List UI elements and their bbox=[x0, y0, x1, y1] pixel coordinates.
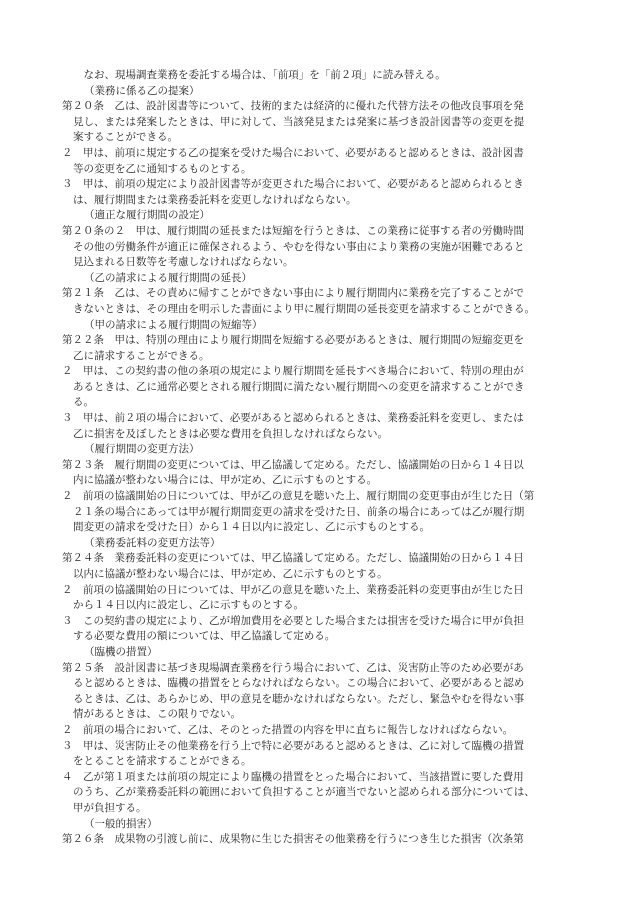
text-line: ２１条の場合にあっては甲が履行期間変更の請求を受けた日、前条の場合にあっては乙が履行期 bbox=[73, 505, 525, 518]
text-line: ３ 甲は、災害防止その他業務を行う上で特に必要があると認めるときは、乙に対して臨機の措置 bbox=[62, 739, 524, 752]
text-line: ４ 乙が第１項または前項の規定により臨機の措置をとった場合において、当該措置に要した費用 bbox=[62, 770, 524, 783]
text-line: 第２３条 履行期間の変更については、甲乙協議して定める。ただし、協議開始の日から１４日以 bbox=[62, 458, 524, 471]
article-heading: （業務に係る乙の提案） bbox=[84, 84, 200, 97]
text-line: 第２２条 甲は、特別の理由により履行期間を短縮する必要があるときは、履行期間の短縮変更を bbox=[62, 334, 524, 347]
text-line: 第２０条 乙は、設計図書等について、技術的または経済的に優れた代替方法その他改良事項を発 bbox=[62, 100, 524, 113]
text-line: をとることを請求することができる。 bbox=[73, 755, 252, 768]
text-line: は、履行期間または業務委託料を変更しなければならない。 bbox=[73, 193, 357, 206]
text-line: る。 bbox=[73, 396, 94, 409]
article-heading: （業務委託料の変更方法等） bbox=[84, 536, 221, 549]
text-line: なお、現場調査業務を委託する場合は、「前項」を「前２項」に読み替える。 bbox=[73, 69, 446, 81]
text-line: るときは、乙は、あらかじめ、甲の意見を聴かなければならない。ただし、緊急やむを得ない事 bbox=[73, 692, 525, 705]
text-line: 以内に協議が整わない場合には、甲が定め、乙に示すものとする。 bbox=[73, 568, 388, 580]
text-line: のうち、乙が業務委託料の範囲において負担することが適当でないと認められる部分については、 bbox=[73, 786, 535, 799]
text-line: 見し、または発案したときは、甲に対して、当該発見または発案に基づき設計図書等の変更を提 bbox=[73, 115, 525, 128]
article-heading: （甲の請求による履行期間の短縮等） bbox=[84, 318, 263, 331]
text-line: ２ 前項の協議開始の日については、甲が乙の意見を聴いた上、業務委託料の変更事由が生じた日 bbox=[62, 583, 524, 596]
text-line: 第２４条 業務委託料の変更については、甲乙協議して定める。ただし、協議開始の日から１４日 bbox=[62, 552, 524, 565]
article-heading: （臨機の措置） bbox=[84, 645, 158, 658]
text-line: その他の労働条件が適正に確保されるよう、やむを得ない事由により業務の実施が困難であると bbox=[73, 240, 525, 253]
text-line: ２ 前項の協議開始の日については、甲が乙の意見を聴いた上、履行期間の変更事由が生じた日（第 bbox=[62, 490, 535, 503]
text-line: 第２０条の２ 甲は、履行期間の延長または短縮を行うときは、この業務に従事する者の労働時間 bbox=[62, 224, 524, 237]
text-line: ３ 甲は、前項の規定により設計図書等が変更された場合において、必要があると認められるとき bbox=[62, 178, 524, 191]
text-line: 案することができる。 bbox=[73, 131, 178, 144]
text-line: あるときは、乙に通常必要とされる履行期間に満たない履行期間への変更を請求することができ bbox=[73, 380, 525, 393]
document-page bbox=[62, 68, 582, 848]
article-heading: （一般的損害） bbox=[84, 817, 158, 830]
text-line: ２ 甲は、この契約書の他の条項の規定により履行期間を延長すべき場合において、特別の理由が bbox=[62, 365, 524, 378]
text-line: から１４日以内に設定し、乙に示すものとする。 bbox=[73, 599, 304, 612]
text-line: 内に協議が整わない場合には、甲が定め、乙に示すものとする。 bbox=[73, 474, 378, 487]
text-line: 間変更の請求を受けた日）から１４日以内に設定し、乙に示すものとする。 bbox=[73, 521, 430, 534]
text-line: 乙に損害を及ぼしたときは必要な費用を負担しなければならない。 bbox=[73, 427, 388, 440]
text-line: 甲が負担する。 bbox=[73, 801, 147, 814]
text-line: きないときは、その理由を明示した書面により甲に履行期間の延長変更を請求することができる。 bbox=[73, 302, 535, 315]
text-line: ３ この契約書の規定により、乙が増加費用を必要とした場合または損害を受けた場合に甲が負担 bbox=[62, 614, 524, 627]
text-line: 第２５条 設計図書に基づき現場調査業務を行う場合において、乙は、災害防止等のため必要があ bbox=[62, 661, 524, 674]
text-line: 等の変更を乙に通知するものとする。 bbox=[73, 162, 252, 175]
text-line: ３ 甲は、前２項の場合において、必要があると認められるときは、業務委託料を変更し、または bbox=[62, 412, 524, 425]
text-line: 見込まれる日数等を考慮しなければならない。 bbox=[73, 256, 294, 269]
text-line: 情があるときは、この限りでない。 bbox=[73, 708, 241, 721]
article-heading: （履行期間の変更方法） bbox=[84, 443, 200, 456]
article-heading: （適正な履行期間の設定） bbox=[84, 209, 210, 222]
text-line: 第２６条 成果物の引渡し前に、成果物に生じた損害その他業務を行うにつき生じた損害（次条第 bbox=[62, 833, 524, 846]
article-heading: （乙の請求による履行期間の延長） bbox=[84, 271, 252, 284]
text-line: 第２１条 乙は、その責めに帰すことができない事由により履行期間内に業務を完了することがで bbox=[62, 287, 524, 300]
text-line: ２ 甲は、前項に規定する乙の提案を受けた場合において、必要があると認めるときは、設計図書 bbox=[62, 146, 524, 159]
text-line: 乙に請求することができる。 bbox=[73, 349, 210, 362]
text-line: ２ 前項の場合において、乙は、そのとった措置の内容を甲に直ちに報告しなければならない。 bbox=[62, 723, 514, 736]
text-line: する必要な費用の額については、甲乙協議して定める。 bbox=[73, 630, 336, 643]
text-line: ると認めるときは、臨機の措置をとらなければならない。この場合において、必要があると認め bbox=[73, 677, 525, 690]
